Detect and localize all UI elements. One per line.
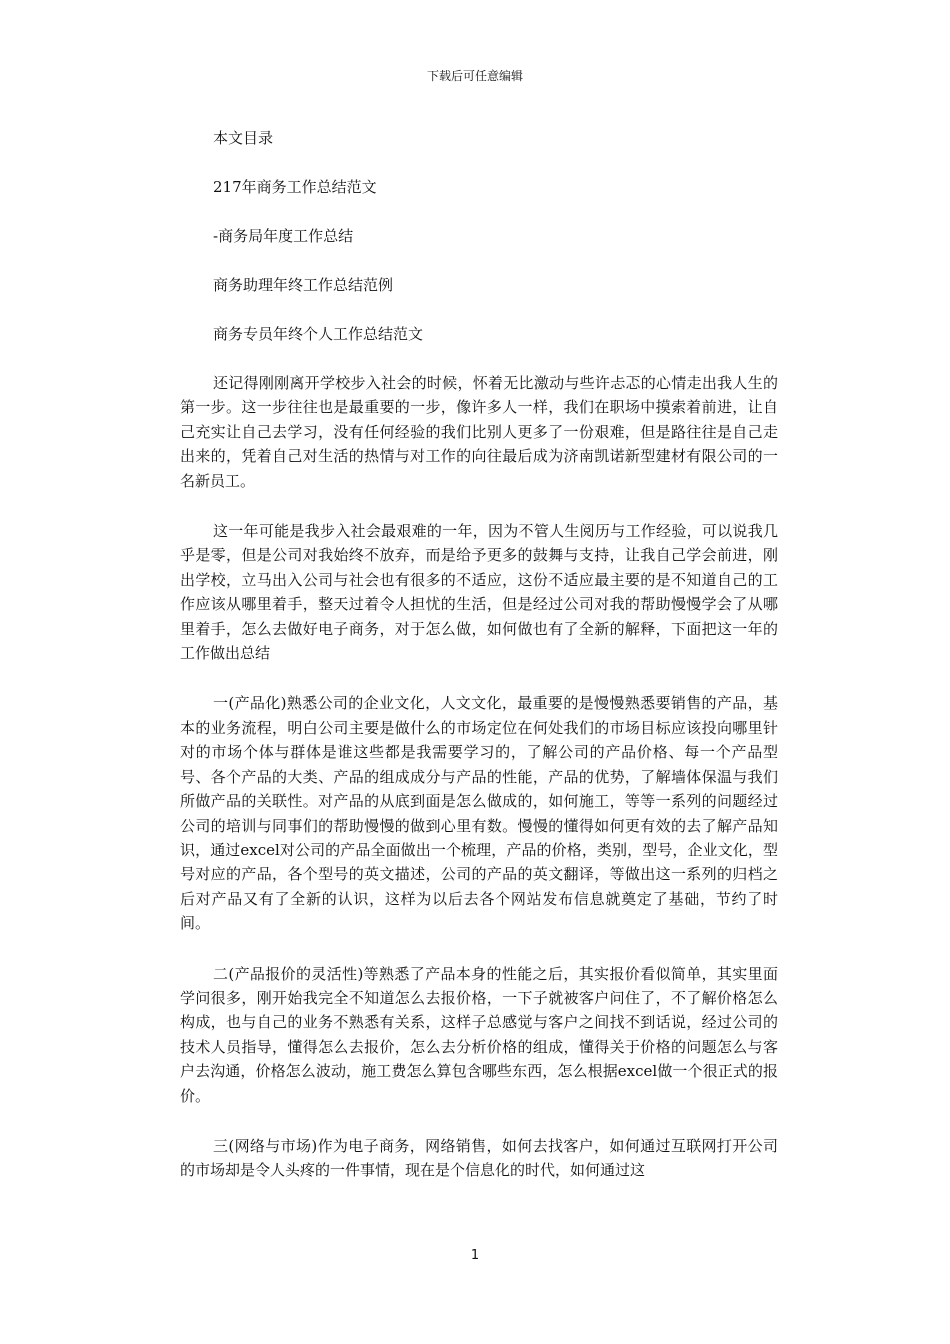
document-body xyxy=(180,126,778,1209)
body-paragraph: 三(网络与市场)作为电子商务，网络销售，如何去找客户，如何通过互联网打开公司的市场却是令人头疼的一件事情，现在是个信息化的时代，如何通过这 xyxy=(180,1136,778,1180)
toc-item: 商务助理年终工作总结范例 xyxy=(213,276,394,294)
body-paragraph: 二(产品报价的灵活性)等熟悉了产品本身的性能之后，其实报价看似简单，其实里面学问很多，刚开始我完全不知道怎么去报价格，一下子就被客户问住了，不了解价格怎么构成，也与自己的业务不熟悉有关系，这样子总感觉与客户之间找不到话说，经过公司的技术人员指导，懂得怎么去报价，怎么去分析价格的组成，懂得关于价格的问题怎么与客户去沟通，价格怎么波动，施工费怎么算包含哪些东西，怎么根据excel做一个很正式的报价。 xyxy=(180,964,778,1105)
body-paragraph: 还记得刚刚离开学校步入社会的时候，怀着无比激动与些许忐忑的心情走出我人生的第一步。这一步往往也是最重要的一步，像许多人一样，我们在职场中摸索着前进，让自己充实让自己去学习，没有任何经验的我们比别人更多了一份艰难，但是路往往是自己走出来的，凭着自己对生活的热情与对工作的向往最后成为济南凯诺新型建材有限公司的一名新员工。 xyxy=(180,374,778,490)
body-paragraph: 这一年可能是我步入社会最艰难的一年，因为不管人生阅历与工作经验，可以说我几乎是零，但是公司对我始终不放弃，而是给予更多的鼓舞与支持，让我自己学会前进，刚出学校，立马出入公司与社会也有很多的不适应，这份不适应最主要的是不知道自己的工作应该从哪里着手，整天过着令人担忧的生活，但是经过公司对我的帮助慢慢学会了从哪里着手，怎么去做好电子商务，对于怎么做，如何做也有了全新的解释，下面把这一年的工作做出总结 xyxy=(180,522,778,663)
toc-item: -商务局年度工作总结 xyxy=(213,227,354,245)
page-header: 下载后可任意编辑 xyxy=(426,69,523,83)
toc-title: 本文目录 xyxy=(213,129,274,147)
toc-item: 商务专员年终个人工作总结范文 xyxy=(213,325,424,343)
body-paragraph: 一(产品化)熟悉公司的企业文化，人文文化，最重要的是慢慢熟悉要销售的产品，基本的业务流程，明白公司主要是做什么的市场定位在何处我们的市场目标应该投向哪里针对的市场个体与群体是谁这些都是我需要学习的，了解公司的产品价格、每一个产品型号、各个产品的大类、产品的组成成分与产品的性能，产品的优势，了解墙体保温与我们所做产品的关联性。对产品的从底到面是怎么做成的，如何施工，等等一系列的问题经过公司的培训与同事们的帮助慢慢的做到心里有数。慢慢的懂得如何更有效的去了解产品知识，通过excel对公司的产品全面做出一个梳理，产品的价格，类别，型号，企业文化，型号对应的产品，各个型号的英文描述，公司的产品的英文翻译，等做出这一系列的归档之后对产品又有了全新的认识，这样为以后去各个网站发布信息就奠定了基础，节约了时间。 xyxy=(180,694,778,933)
table-of-contents xyxy=(180,126,778,346)
page-number: 1 xyxy=(470,1248,480,1263)
toc-item: 217年商务工作总结范文 xyxy=(213,178,377,196)
